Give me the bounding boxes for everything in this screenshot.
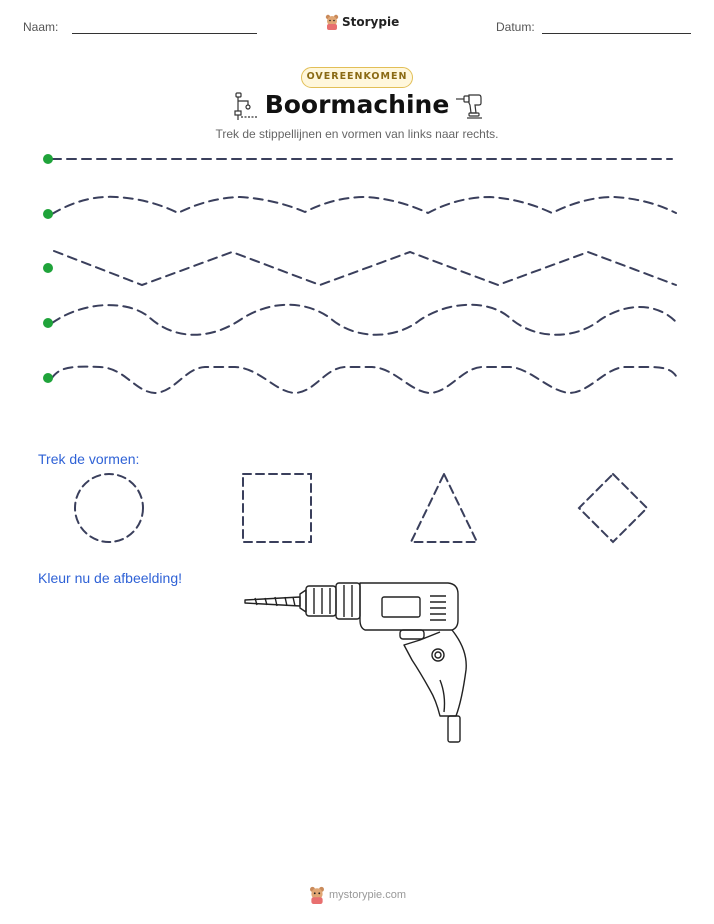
footer-url[interactable]: mystorypie.com xyxy=(329,889,407,901)
bear-icon xyxy=(309,886,325,904)
tracing-circle xyxy=(75,474,143,542)
power-drill-icon xyxy=(455,91,483,121)
name-label: Naam: xyxy=(23,20,59,34)
category-badge: OVEREENKOMEN xyxy=(301,67,413,88)
tracing-shapes xyxy=(0,465,714,550)
instructions: Trek de stippellijnen en vormen van links naar rechts. xyxy=(215,127,499,141)
worksheet-title: Boormachine xyxy=(264,90,450,119)
footer xyxy=(309,886,406,904)
date-label: Datum: xyxy=(496,20,535,34)
start-dot xyxy=(43,154,53,164)
drill-illustration xyxy=(240,576,475,748)
start-dot xyxy=(43,373,53,383)
tracing-triangle xyxy=(411,474,477,542)
shapes-section-label: Trek de vormen: xyxy=(38,451,140,467)
brand-name: Storypie xyxy=(342,15,400,29)
start-dot xyxy=(43,263,53,273)
bear-icon xyxy=(325,14,339,30)
start-dot xyxy=(43,318,53,328)
coloring-section-label: Kleur nu de afbeelding! xyxy=(38,570,182,586)
name-field-line[interactable] xyxy=(72,33,257,34)
tracing-lines xyxy=(0,140,714,400)
tracing-square xyxy=(243,474,311,542)
tracing-diamond xyxy=(579,474,647,542)
brand-logo xyxy=(325,14,399,30)
date-field-line[interactable] xyxy=(542,33,691,34)
tracing-line-rounded-wave xyxy=(52,367,676,393)
tracing-line-gentle-wave xyxy=(52,197,676,214)
tracing-line-smooth-wave xyxy=(52,305,676,335)
start-dot xyxy=(43,209,53,219)
tracing-line-zigzag xyxy=(54,251,676,285)
